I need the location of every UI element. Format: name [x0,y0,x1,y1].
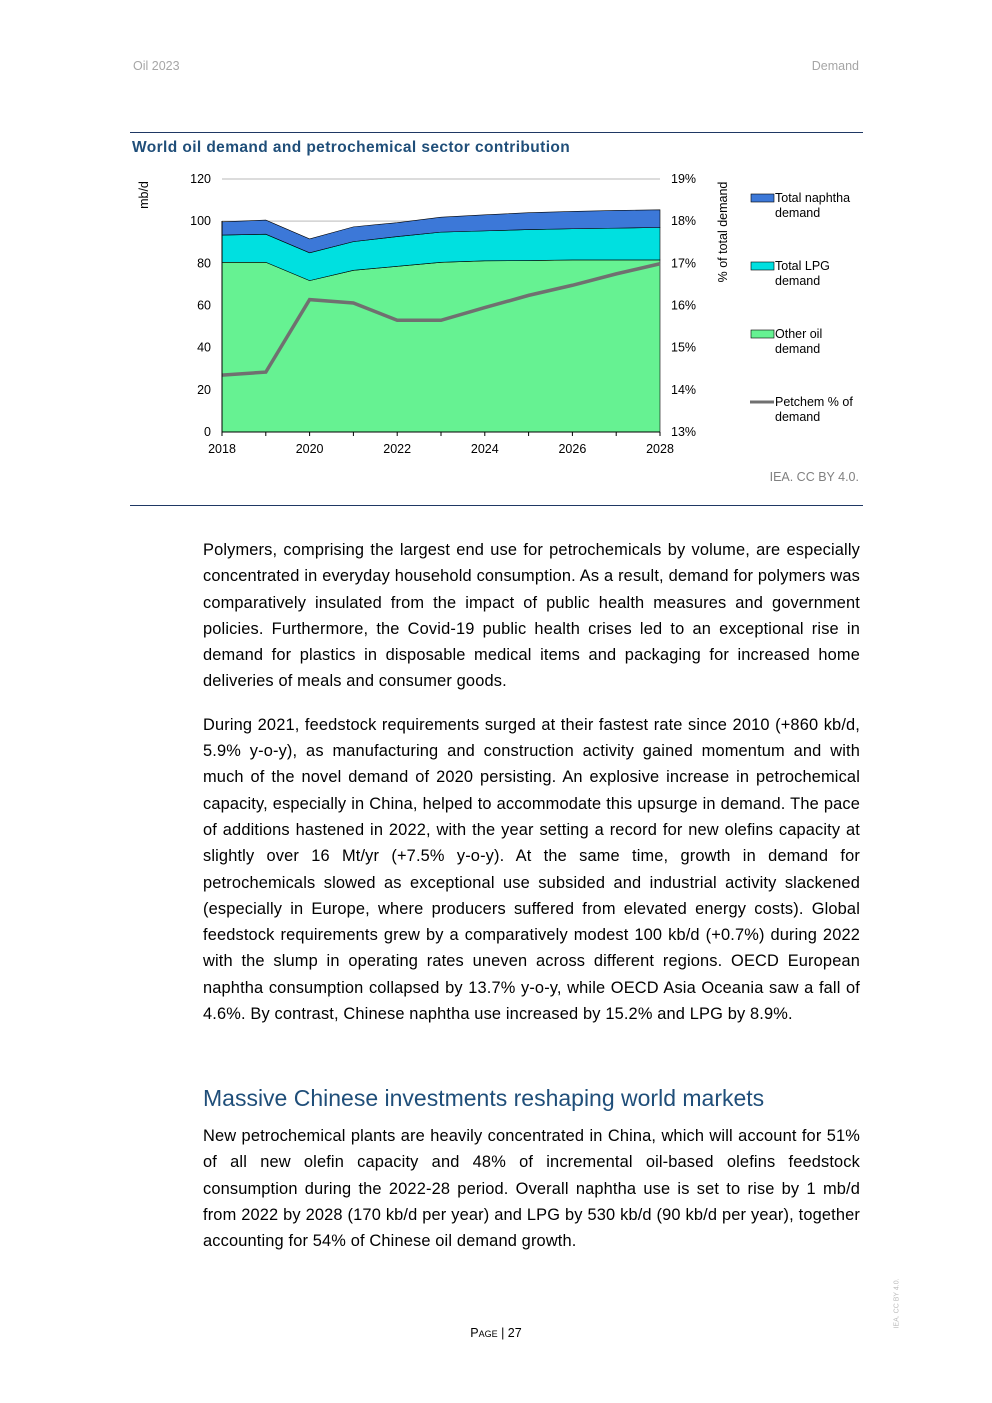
page-number: Page | 27 [470,1326,522,1340]
y2-tick-label: 18% [671,214,697,229]
section-heading: Massive Chinese investments reshaping world markets [203,1085,765,1111]
legend-label: Other oil [775,327,823,341]
y-tick-label: 0 [204,425,211,439]
y-tick-label: 40 [197,340,211,355]
legend-label: Total naphtha [775,191,851,205]
legend-label: demand [775,206,821,220]
chart-title: World oil demand and petrochemical sector contribution [132,139,571,156]
y2-axis-label: % of total demand [716,181,730,283]
legend-label: Petchem % of [775,395,853,409]
paragraph: New petrochemical plants are heavily concentrated in China, which will account for 51% of all new olefin capacity and 48% of incremental oil-based olefins feedstock consumption during the 2022-28 period. Overall naphtha use is set to rise by 1 mb/d from 2022 by 2028 (170 kb/d per year) and LPG by 530 kb/d (90 kb/d per year), together accounting for 54% of Chinese oil demand growth. [203,1127,860,1251]
paragraph: Polymers, comprising the largest end use for petrochemicals by volume, are especially concentrated in everyday household consumption. As a result, demand for polymers was comparatively insulated from the impact of public health measures and government policies. Furthermore, the Covid-19 public health crises led to an exceptional rise in demand for plastics in disposable medical items and packaging for increased home deliveries of meals and consumer goods. [203,541,860,691]
legend-swatch [751,262,774,270]
side-license-note: IEA. CC BY 4.0. [893,1278,901,1329]
area-other-oil-demand [222,260,660,432]
chart-source: IEA. CC BY 4.0. [769,470,859,484]
y2-tick-label: 13% [671,425,697,439]
legend-swatch [751,194,774,202]
x-tick-label: 2022 [383,442,412,456]
header-section: Demand [811,59,859,73]
legend-label: demand [775,274,821,288]
chart [0,0,992,470]
y2-tick-label: 17% [671,256,697,271]
y-tick-label: 60 [197,298,211,313]
legend-swatch [751,330,774,338]
paragraph: During 2021, feedstock requirements surged at their fastest rate since 2010 (+860 kb/d, 5.9% y-o-y), as manufacturing and construction activity gained momentum and with much of the novel demand of 2020 persisting. An explosive increase in petrochemical capacity, especially in China, helped to accommodate this upsurge in demand. The pace of additions hastened in 2022, with the year setting a record for new olefins capacity at slightly over 16 Mt/yr (+7.5% y-o-y). At the same time, growth in demand for petrochemicals slowed as exceptional use subsided and industrial activity slackened (especially in Europe, where producers suffered from elevated energy costs). Global feedstock requirements grew by a comparatively modest 100 kb/d (+0.7%) during 2022 with the slump in operating rates uneven across different regions. OECD European naphtha consumption collapsed by 13.7% y-o-y, while OECD Asia Oceania saw a fall of 4.6%. By contrast, Chinese naphtha use increased by 15.2% and LPG by 8.9%. [203,715,860,1024]
y2-tick-label: 14% [671,382,697,397]
y2-tick-label: 15% [671,340,697,355]
body-text [203,537,860,1044]
x-tick-label: 2020 [295,442,324,456]
legend-label: Total LPG [775,259,830,273]
legend-label: demand [775,410,821,424]
x-tick-label: 2028 [646,442,674,456]
y2-tick-label: 16% [671,298,697,313]
section-body [203,1123,860,1271]
y-axis-label: mb/d [137,181,151,209]
x-tick-label: 2024 [470,442,499,456]
y2-tick-label: 19% [671,172,697,186]
y-tick-label: 20 [197,382,211,397]
y-tick-label: 120 [190,172,211,186]
x-tick-label: 2026 [558,442,587,456]
x-tick-label: 2018 [208,442,236,456]
header-report-title: Oil 2023 [133,59,180,73]
y-tick-label: 80 [197,256,211,271]
y-tick-label: 100 [190,214,211,229]
legend-label: demand [775,342,821,356]
chart-bottom-rule [130,505,863,506]
